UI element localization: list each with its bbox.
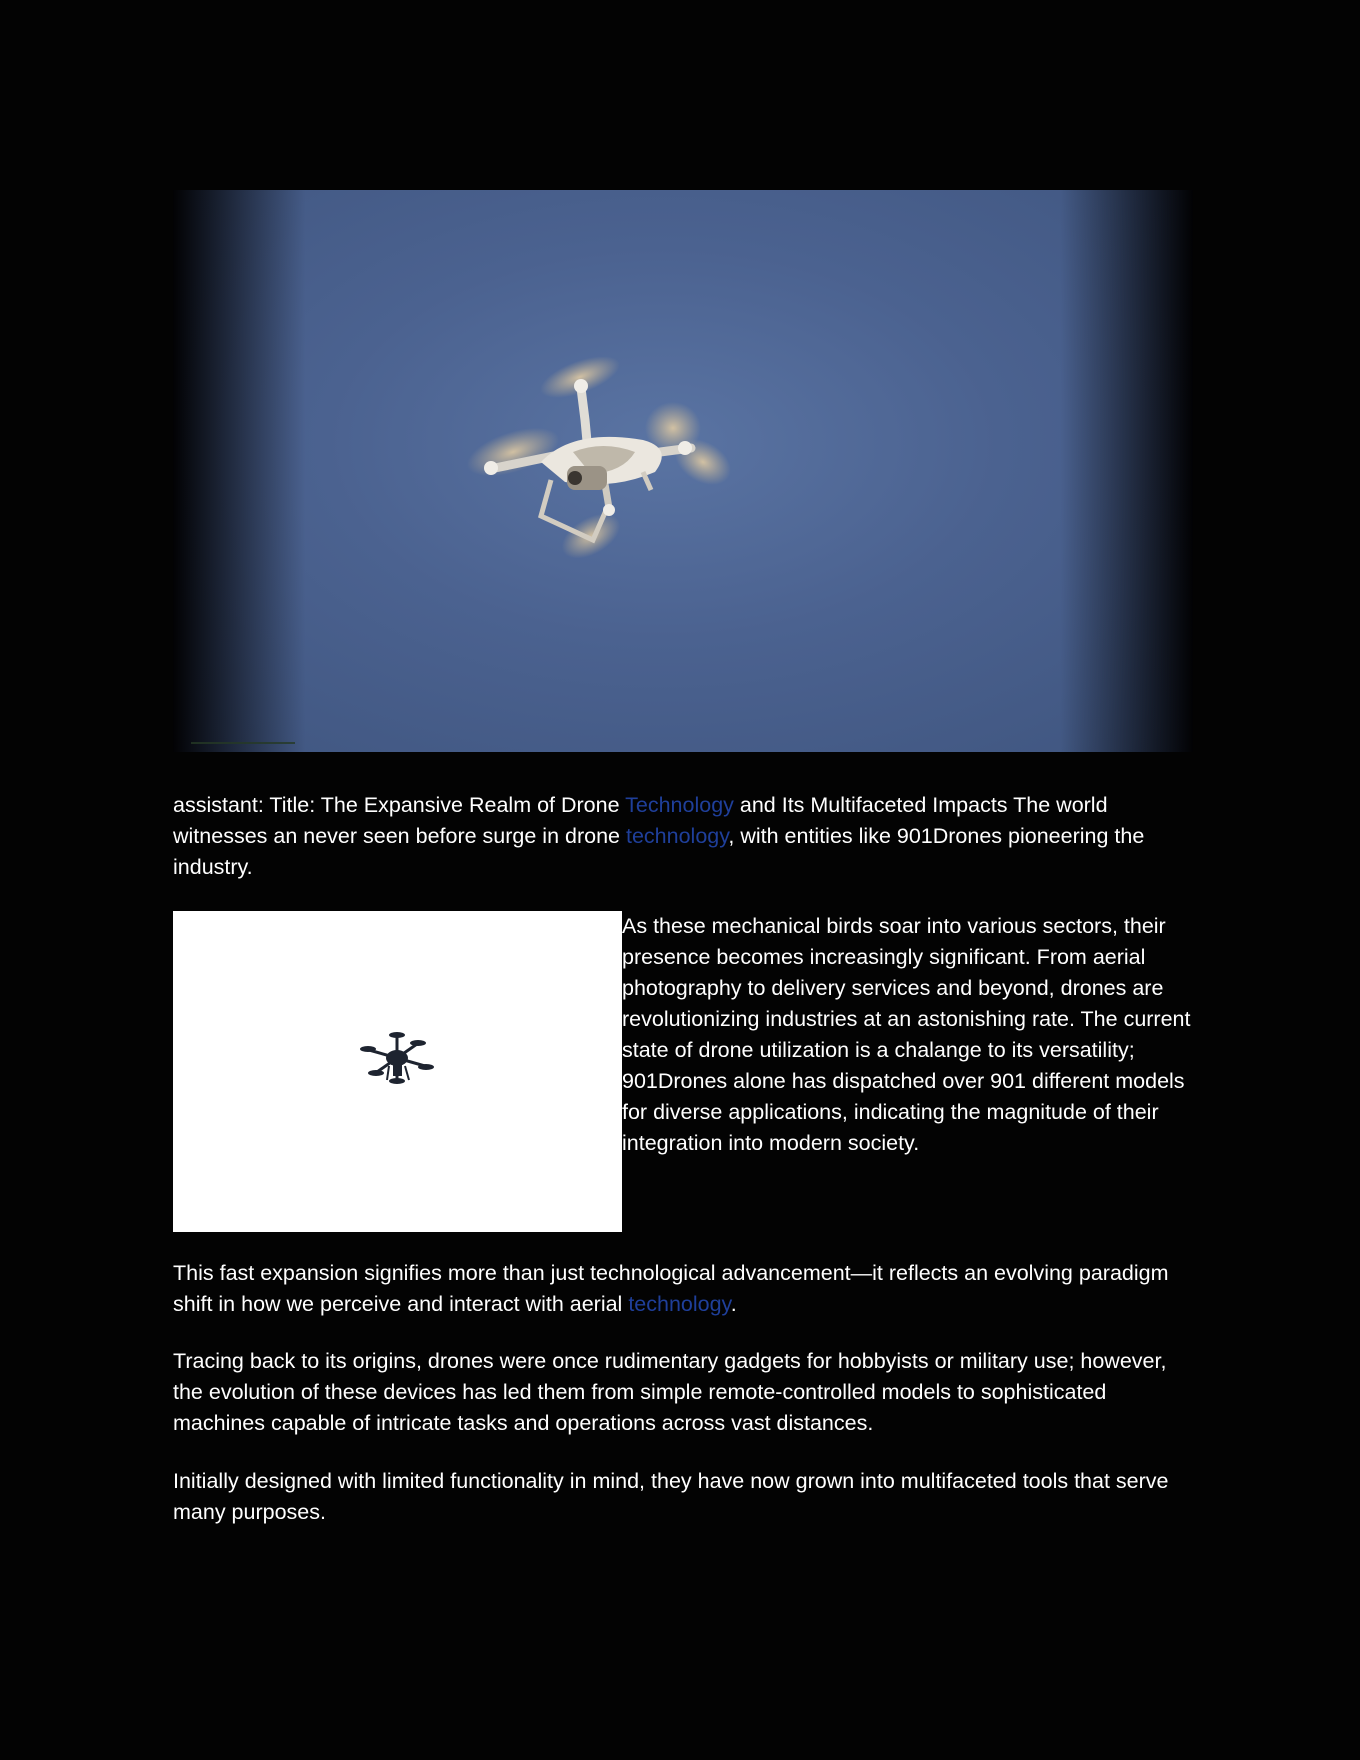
origins-paragraph: Tracing back to its origins, drones were once rudimentary gadgets for hobbyists or military use; however, the evolution of these devices has led them from simple remote-controlled models to sophisticated machines capable of intricate tasks and operations across vast distances. <box>173 1349 1167 1435</box>
sectors-paragraph: As these mechanical birds soar into various sectors, their presence becomes increasingly significant. From aerial photography to delivery services and beyond, drones are revolutionizing industries at an astonishing rate. The current state of drone utilization is a chalange to its versatility; 901Drones alone has dispatched over 901 different models for diverse applications, indicating the magnitude of their integration into modern society. <box>622 914 1191 1155</box>
technology-link[interactable]: technology <box>625 824 729 848</box>
intro-paragraph <box>173 790 1193 883</box>
expansion-paragraph <box>173 1258 1193 1320</box>
article <box>173 190 1193 1528</box>
image-text-row <box>173 911 1193 1232</box>
functionality-paragraph: Initially designed with limited functionality in mind, they have now grown into multifaceted tools that serve many purposes. <box>173 1469 1169 1524</box>
hexacopter-drone-icon <box>173 911 622 1232</box>
hero-image <box>173 190 1193 752</box>
inset-image <box>173 911 622 1232</box>
intro-text-mid: and Its Multifaceted Impacts The world witnesses an never seen before surge in drone <box>173 793 1108 848</box>
quadcopter-drone-icon <box>173 190 1193 752</box>
expansion-text-end: . <box>730 1292 737 1316</box>
intro-text: assistant: Title: The Expansive Realm of Drone <box>173 793 626 817</box>
expansion-text: This fast expansion signifies more than just technological advancement—it reflects an evolving paradigm shift in how we perceive and interact with aerial <box>173 1261 1169 1316</box>
technology-link[interactable]: technology <box>628 1292 731 1316</box>
intro-text-end: , with entities like 901Drones pioneering the industry. <box>173 824 1145 879</box>
technology-link[interactable]: Technology <box>625 793 734 817</box>
